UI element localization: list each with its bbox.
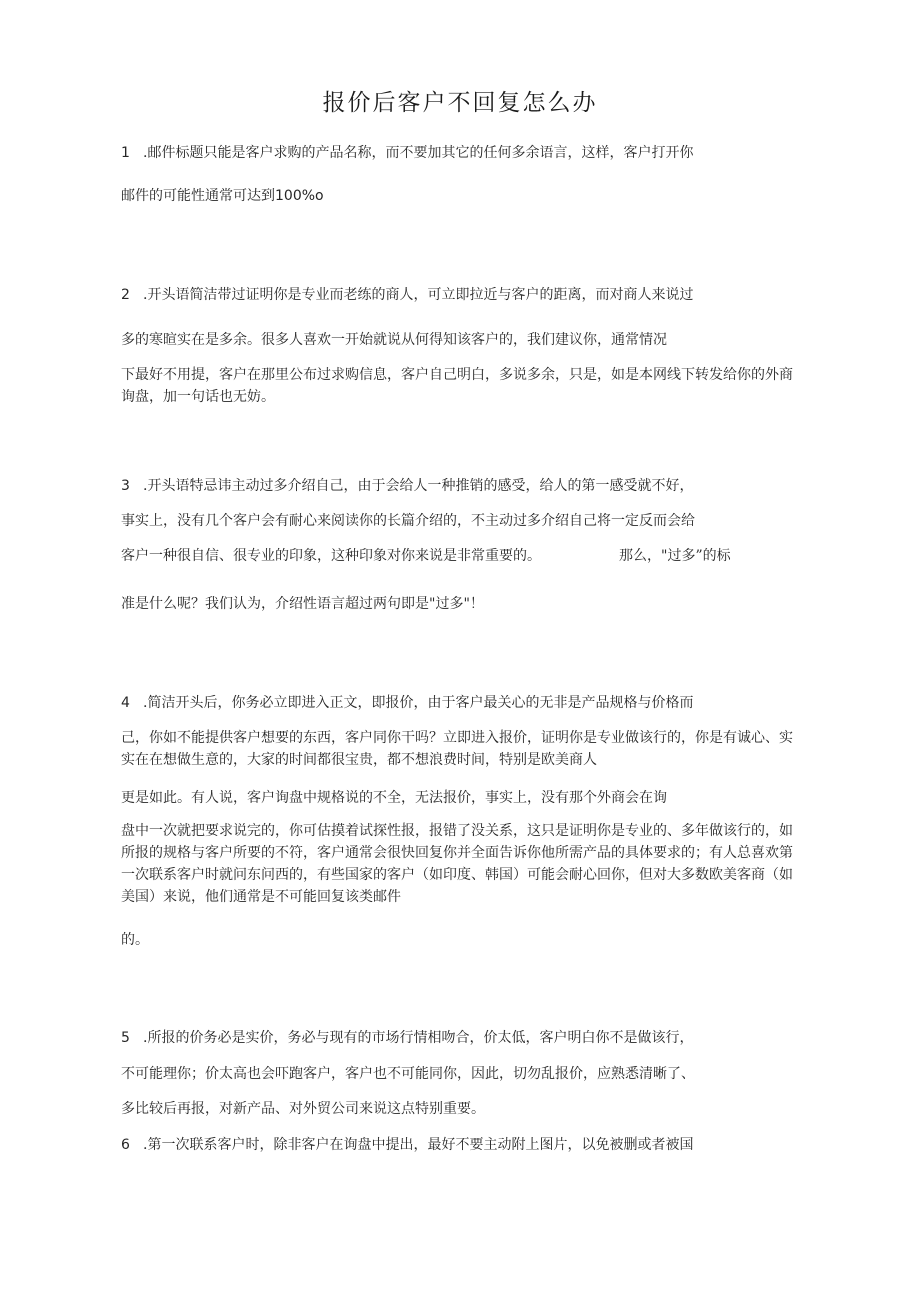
paragraph-text: 那么，"过多”的标 — [619, 548, 731, 564]
paragraph-text: .开头语简洁带过证明你是专业而老练的商人，可立即拉近与客户的距离，而对商人来说过 — [143, 287, 694, 303]
item-3-line-2 — [121, 510, 695, 532]
paragraph-text: .开头语特忌讳主动过多介绍自己，由于会给人一种推销的感受，给人的第一感受就不好， — [143, 478, 694, 494]
item-2-line-3 — [121, 364, 801, 408]
item-1-line-2 — [121, 185, 324, 207]
item-4-line-5 — [121, 929, 149, 951]
paragraph-text: 下最好不用提，客户在那里公布过求购信息，客户自己明白，多说多余，只是，如是本网线下转发给你的外商询盘，加一句话也无妨。 — [121, 367, 793, 405]
paragraph-text: 盘中一次就把要求说完的，你可估摸着试探性报，报错了没关系，这只是证明你是专业的、多年做该行的，如所报的规格与客户所要的不符，客户通常会很快回复你并全面告诉你他所需产品的具体要求的；有人总喜欢第一次联系客户时就问东问西的，有些国家的客户（如印度、韩国）可能会耐心回你，但对大多数欧美客商（如美国）来说，他们通常是不可能回复该类邮件 — [121, 823, 793, 905]
item-5-line-1 — [121, 1027, 693, 1049]
item-number: 2 — [121, 287, 130, 303]
page-title: 报价后客户不回复怎么办 — [322, 90, 598, 116]
paragraph-text: .邮件标题只能是客户求购的产品名称，而不要加其它的任何多余语言，这样，客户打开你 — [143, 145, 694, 161]
item-4-line-3 — [121, 787, 667, 809]
paragraph-text: 的。 — [121, 932, 149, 948]
paragraph-text: 不可能理你；价太高也会吓跑客户，客户也不可能同你，因此，切勿乱报价，应熟悉清晰了、 — [121, 1066, 695, 1082]
percent-text: 100%o — [275, 188, 324, 204]
item-5-line-3 — [121, 1098, 485, 1120]
paragraph-text: 己，你如不能提供客户想要的东西，客户同你干吗？立即进入报价，证明你是专业做该行的，你是有诚心、实实在在想做生意的，大家的时间都很宝贵，都不想浪费时间，特别是欧美商人 — [121, 730, 793, 768]
item-number: 1 — [121, 145, 130, 161]
item-1-line-1 — [121, 142, 693, 164]
item-3-line-1 — [121, 475, 693, 497]
item-4-line-1 — [121, 692, 693, 714]
paragraph-text: 邮件的可能性通常可达到 — [121, 188, 275, 204]
paragraph-text: .第一次联系客户时，除非客户在询盘中提出，最好不要主动附上图片，以免被删或者被国 — [143, 1137, 694, 1153]
item-3-line-3 — [121, 545, 731, 567]
item-number: 4 — [121, 695, 130, 711]
paragraph-text: 客户一种很自信、很专业的印象，这种印象对你来说是非常重要的。 — [121, 548, 541, 564]
item-3-line-4 — [121, 593, 484, 615]
paragraph-text: 准是什么呢？我们认为，介绍性语言超过两句即是"过多"！ — [121, 596, 484, 612]
paragraph-text: 事实上，没有几个客户会有耐心来阅读你的长篇介绍的，不主动过多介绍自己将一定反而会给 — [121, 513, 695, 529]
item-number: 6 — [121, 1137, 130, 1153]
paragraph-text: .简洁开头后，你务必立即进入正文，即报价，由于客户最关心的无非是产品规格与价格而 — [143, 695, 694, 711]
paragraph-text: 多的寒暄实在是多余。很多人喜欢一开始就说从何得知该客户的，我们建议你，通常情况 — [121, 332, 667, 348]
paragraph-text: 多比较后再报，对新产品、对外贸公司来说这点特别重要。 — [121, 1101, 485, 1117]
item-number: 3 — [121, 478, 130, 494]
item-2-line-1 — [121, 284, 693, 306]
item-6-line-1 — [121, 1134, 693, 1156]
item-2-line-2 — [121, 329, 667, 351]
item-number: 5 — [121, 1030, 130, 1046]
paragraph-text: .所报的价务必是实价，务必与现有的市场行情相吻合，价太低，客户明白你不是做该行， — [143, 1030, 694, 1046]
item-4-line-2 — [121, 727, 801, 771]
item-4-line-4 — [121, 820, 801, 908]
item-5-line-2 — [121, 1063, 695, 1085]
paragraph-text: 更是如此。有人说，客户询盘中规格说的不全，无法报价，事实上，没有那个外商会在询 — [121, 790, 667, 806]
